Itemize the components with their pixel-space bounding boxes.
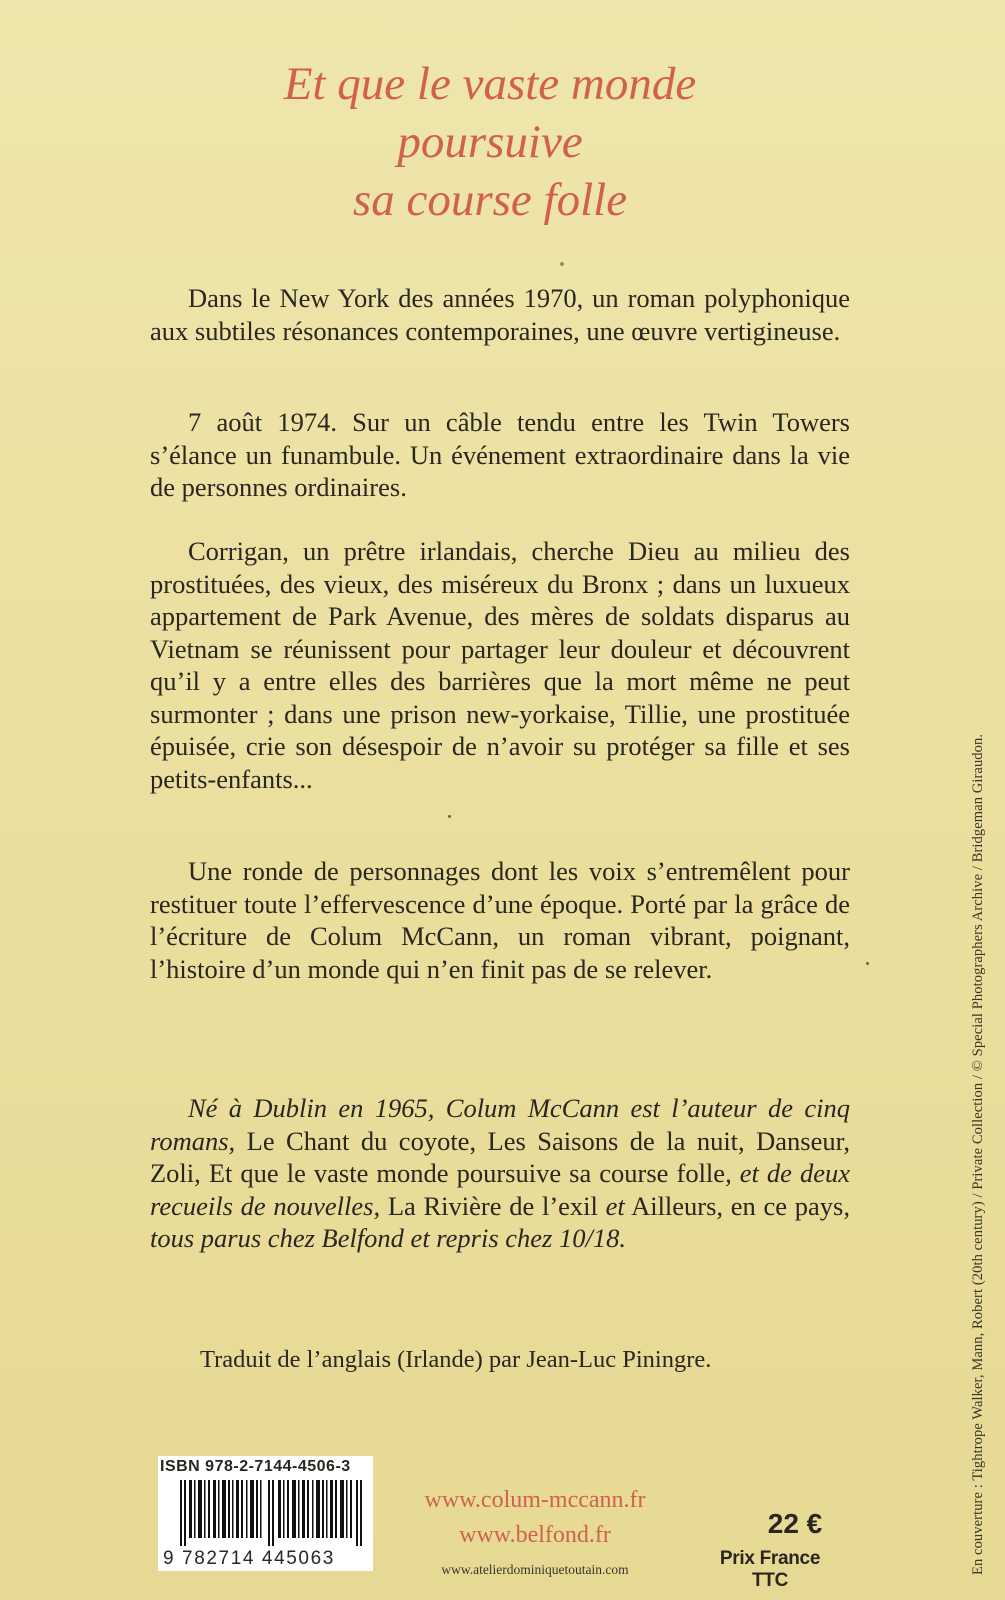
separator-dot [560,262,564,266]
title-line-1: Et que le vaste monde [283,58,697,110]
blurb-paragraph-3: Corrigan, un prêtre irlandais, cherche Dieu au milieu des prostituées, des vieux, des miséreux du Bronx ; dans un luxueux appartement de Park Avenue, des mères de soldats disparus au Vietnam se réunissent pour partager leur douleur et découvrent qu’il y a entre elles des barrières que la mort même ne peut surmonter ; dans une prison new-yorkaise, Tillie, une prostituée épuisée, crie son désespoir de n’avoir su protéger sa fille et ses petits-enfants... [150,536,850,794]
translator-credit: Traduit de l’anglais (Irlande) par Jean-Luc Piningre. [200,1346,712,1373]
bio-intro: Né à Dublin en 1965, Colum McCann est l’auteur de cinq romans, [150,1093,850,1156]
bio-collection-2: Ailleurs, en ce pays [631,1190,844,1221]
bio-conj: et [605,1190,625,1221]
book-title [150,55,830,229]
bio-outro: , tous parus chez Belfond et repris chez 10/18. [150,1190,850,1253]
bio-collection-1: La Rivière de l’exil [387,1190,598,1221]
ean-digits: 9 782714 445063 [163,1548,335,1569]
speck-mark [866,962,869,965]
blurb-paragraph-1: Dans le New York des années 1970, un roman polyphonique aux subtiles résonances contemporaines, une œuvre vertigineuse. [150,283,850,346]
publisher-website-link[interactable]: www.belfond.fr [459,1522,611,1548]
speck-mark [448,815,451,818]
barcode-icon [180,1480,365,1546]
bio-middle: , et de deux recueils de nouvelles, [150,1158,850,1221]
cover-credit: En couverture : Tightrope Walker, Mann, Robert (20th century) / Private Collection / © Special Photographers Archive / Bridgeman Giraudon. [970,733,986,1575]
isbn-number: ISBN 978-2-7144-4506-3 [160,1458,351,1475]
title-line-3: sa course folle [352,174,628,226]
bio-novels: Le Chant du coyote, Les Saisons de la nuit, Danseur, Zoli, Et que le vaste monde poursuive sa course folle [150,1125,850,1188]
author-website-link[interactable]: www.colum-mccann.fr [424,1487,646,1513]
title-line-2: poursuive [397,116,583,168]
author-bio [150,1092,850,1255]
blurb-paragraph-4: Une ronde de personnages dont les voix s’entremêlent pour restituer toute l’effervescence d’une époque. Porté par la grâce de l’écriture de Colum McCann, un roman vibrant, poignant, l’histoire d’un monde qui n’en finit pas de se relever. [150,856,850,984]
price-label: Prix France TTC [719,1548,821,1591]
price-amount: 22 € [767,1508,823,1539]
designer-website-link[interactable]: www.atelierdominiquetoutain.com [441,1562,629,1577]
blurb-paragraph-2: 7 août 1974. Sur un câble tendu entre les Twin Towers s’élance un funambule. Un événement extraordinaire dans la vie de personnes ordinaires. [150,407,850,502]
